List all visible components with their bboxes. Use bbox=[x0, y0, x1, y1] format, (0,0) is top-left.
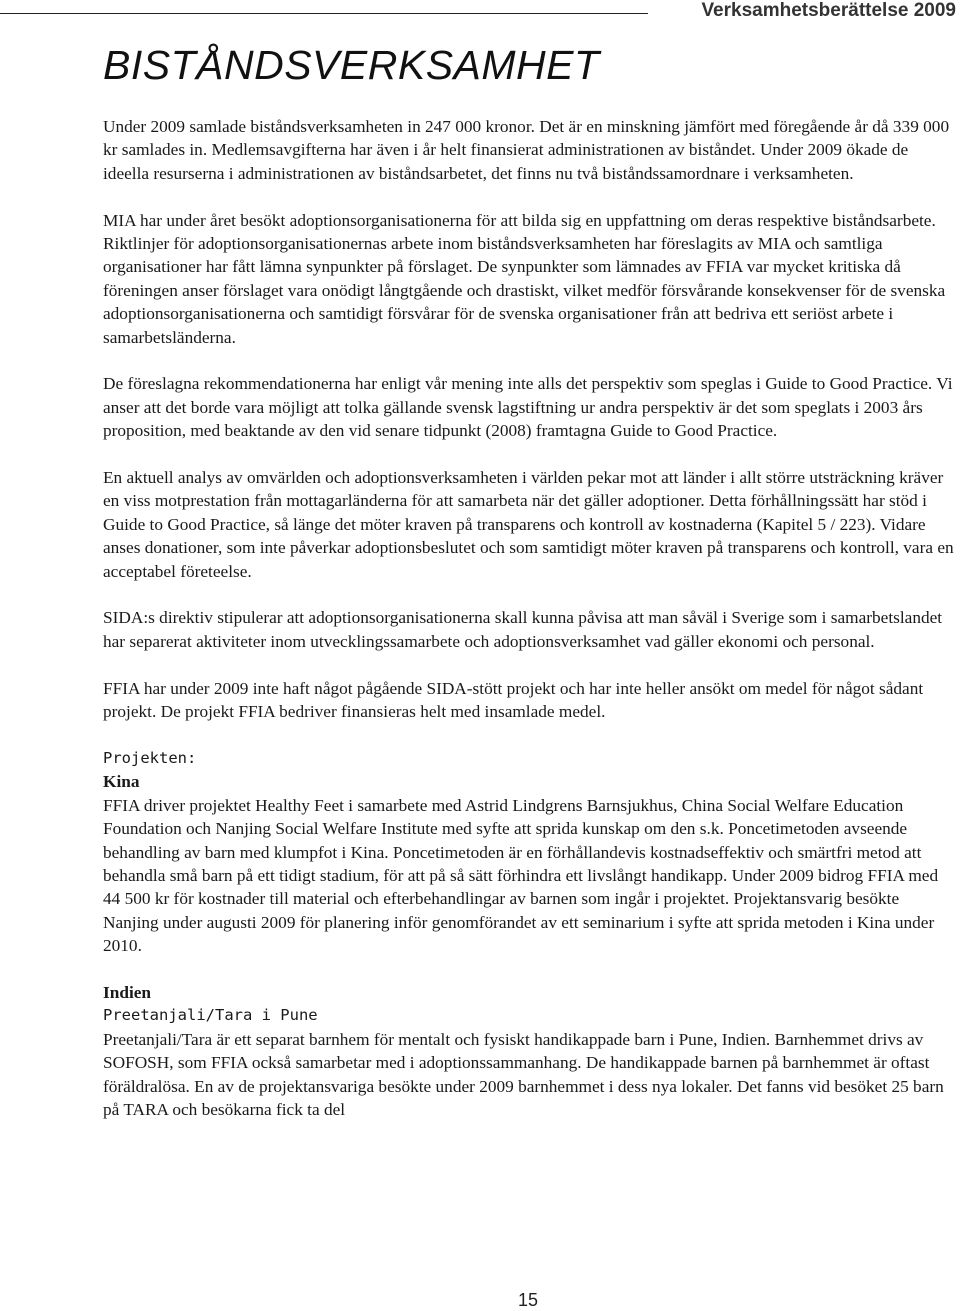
header-rule bbox=[0, 13, 648, 14]
projects-heading: Projekten: bbox=[103, 748, 197, 767]
project-kina-text: FFIA driver projektet Healthy Feet i samarbete med Astrid Lindgrens Barnsjukhus, China Social Welfare Education Foundation och Nanjing Social Welfare Institute med syfte att sprida kunskap om den s.k. Poncetimetoden avseende behandling av barn med klumpfot i Kina. Poncetimetoden är en förhållandevis kostnadseffektiv och smärtfri metod att behandla små barn på ett tidigt stadium, för att på så sätt förhindra ett livslångt handikapp. Under 2009 bidrog FFIA med 44 500 kr för kostnader till material och efterbehandlingar av barnen som ingår i projektet. Projektansvarig besökte Nanjing under augusti 2009 för planering inför genomförandet av ett seminarium i syfte att sprida metoden i Kina under 2010. bbox=[103, 795, 939, 956]
page-number: 15 bbox=[518, 1290, 539, 1310]
project-indien-subheading: Preetanjali/Tara i Pune bbox=[103, 1006, 318, 1025]
paragraph-mia-visits: MIA har under året besökt adoptionsorganisationerna för att bilda sig en uppfattning om deras respektive biståndsarbete. Riktlinjer för adoptionsorganisationernas arbete inom biståndsverksamheten har föreslagits av MIA och samtliga organisationer har fått lämna synpunkter på förslaget. De synpunkter som lämnades av FFIA var mycket kritiska då föreningen anser förslaget vara onödigt långtgående och drastiskt, vilket medför försvårande konsekvenser för de svenska adoptionsorganisationerna och samtidigt försvårar för de svenska organisationer från att bedriva ett seriöst arbete i samarbetsländerna. bbox=[103, 210, 946, 347]
document-header-title: Verksamhetsberättelse 2009 bbox=[701, 0, 956, 21]
project-indien-heading: Indien bbox=[103, 982, 152, 1002]
project-kina-heading: Kina bbox=[103, 772, 140, 792]
project-indien-text: Preetanjali/Tara är ett separat barnhem för mentalt och fysiskt handikappade barn i Pune, Indien. Barnhemmet drivs av SOFOSH, som FFIA också samarbetar med i adoptionssammanhang. De handikappade barnen på barnhemmet är oftast föräldralösa. En av de projektansvariga besökte under 2009 barnhemmet i dess nya lokaler. Det fanns vid besöket 25 barn på TARA och besökarna fick ta del bbox=[103, 1029, 944, 1119]
paragraph-fundraising: Under 2009 samlade biståndsverksamheten in 247 000 kronor. Det är en minskning jämfört med föregående år då 339 000 kr samlades in. Medlemsavgifterna har även i år helt finansierat administrationen av biståndet. Under 2009 ökade de ideella resurserna i administrationen av biståndsarbetet, det finns nu två biståndssamordnare i verksamheten. bbox=[103, 117, 950, 183]
paragraph-world-analysis: En aktuell analys av omvärlden och adoptionsverksamheten i världen pekar mot att länder i allt större utsträckning kräver en viss motprestation från mottagarländerna för att samarbeta när det gäller adoptioner. Detta förhållningssätt har stöd i Guide to Good Practice, så länge det möter kraven på transparens och kontroll av kostnaderna (Kapitel 5 / 223). Vidare anses donationer, som inte påverkar adoptionsbeslutet och som samtidigt möter kraven på transparens och kontroll, vara en acceptabel företeelse. bbox=[103, 468, 954, 581]
document-body bbox=[103, 115, 958, 1121]
paragraph-ffia-funding: FFIA har under 2009 inte haft något pågående SIDA-stött projekt och har inte heller ansökt om medel för något sådant projekt. De projekt FFIA bedriver finansieras helt med insamlade medel. bbox=[103, 678, 924, 722]
paragraph-recommendations: De föreslagna rekommendationerna har enligt vår mening inte alls det perspektiv som speglas i Guide to Good Practice. Vi anser att det borde vara möjligt att tolka gällande svensk lagstiftning ur andra perspektiv är det som speglats i 2003 års proposition, med beaktande av den vid senare tidpunkt (2008) framtagna Guide to Good Practice. bbox=[103, 374, 953, 441]
section-title: BISTÅNDSVERKSAMHET bbox=[103, 42, 600, 88]
paragraph-sida-directive: SIDA:s direktiv stipulerar att adoptionsorganisationerna skall kunna påvisa att man såväl i Sverige som i samarbetslandet har separerat aktiviteter inom utvecklingssamarbete och adoptionsverksamhet vad gäller ekonomi och personal. bbox=[103, 608, 943, 651]
